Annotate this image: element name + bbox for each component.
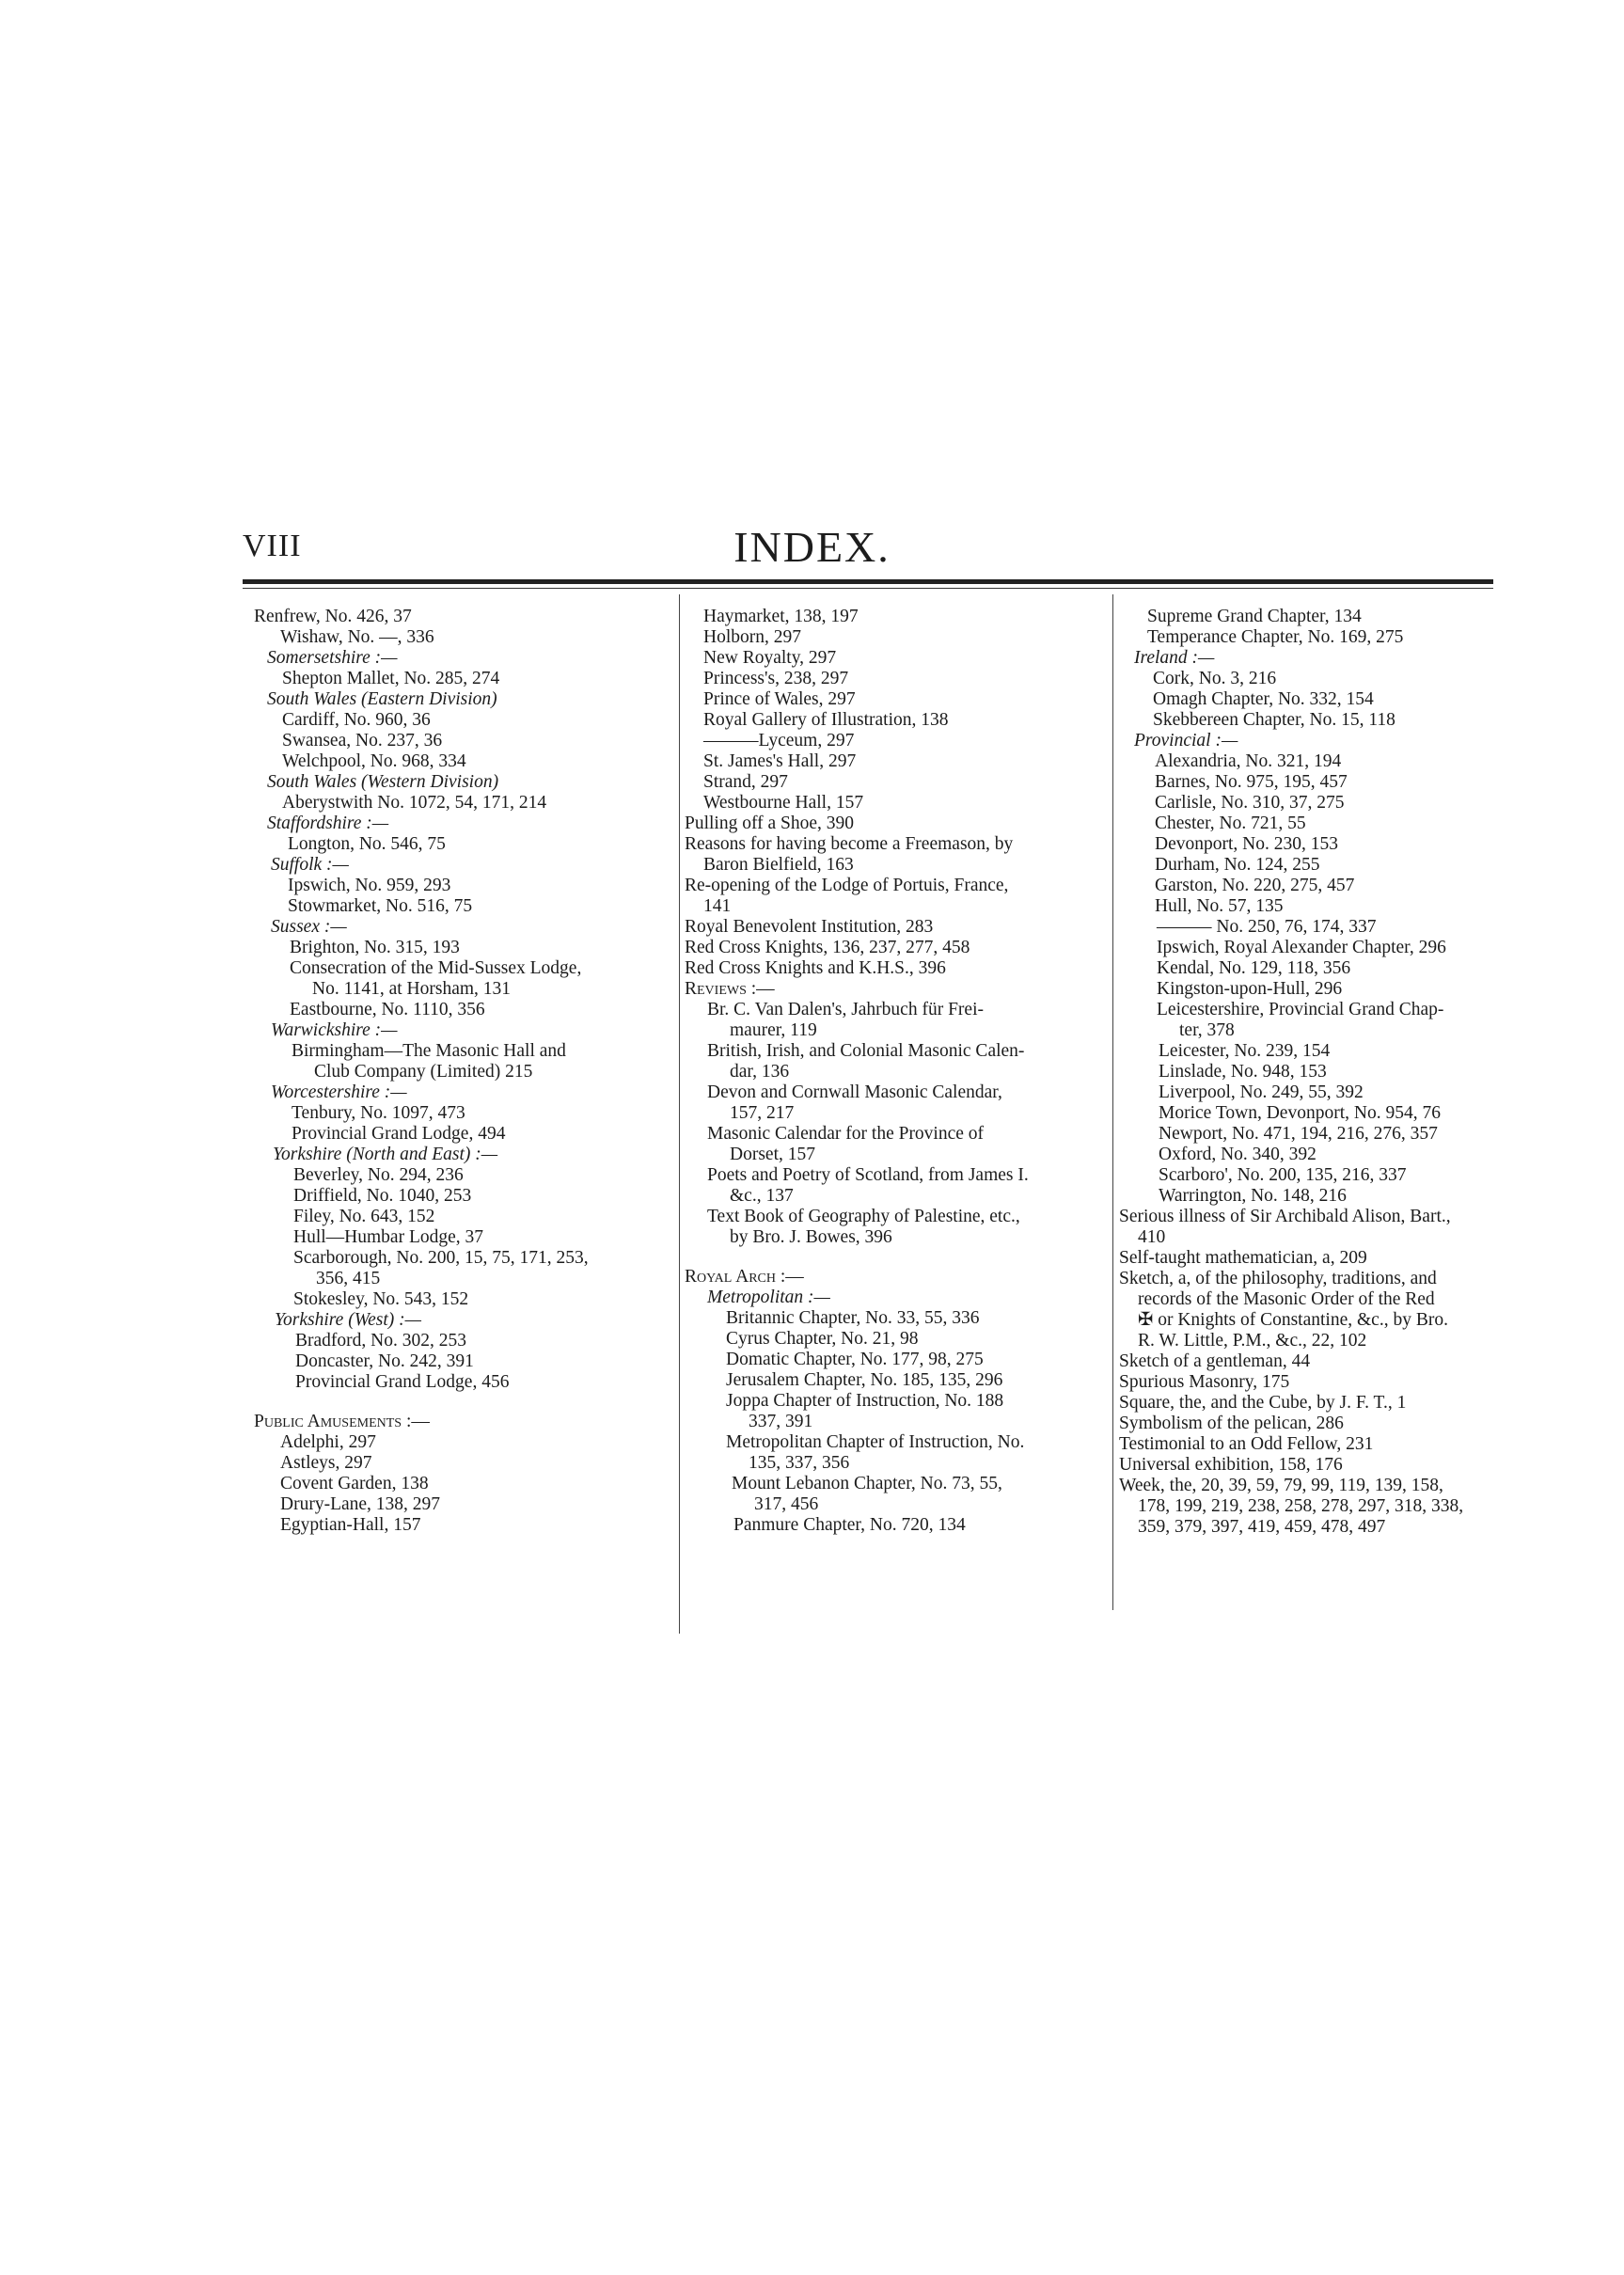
index-entry: Metropolitan Chapter of Instruction, No.	[726, 1432, 1025, 1452]
index-entry: Filey, No. 643, 152	[293, 1207, 435, 1226]
index-entry: Morice Town, Devonport, No. 954, 76	[1159, 1103, 1441, 1123]
index-entry: New Royalty, 297	[703, 648, 837, 668]
index-entry: Birmingham—The Masonic Hall and	[292, 1041, 566, 1061]
index-entry: Chester, No. 721, 55	[1155, 814, 1306, 833]
index-subheading: Sussex :—	[271, 917, 347, 937]
index-entry: Serious illness of Sir Archibald Alison, Bart.,	[1119, 1207, 1451, 1226]
index-entry: Club Company (Limited) 215	[314, 1062, 533, 1082]
index-entry: Garston, No. 220, 275, 457	[1155, 876, 1355, 895]
index-entry: Shepton Mallet, No. 285, 274	[282, 669, 500, 688]
index-entry: Devon and Cornwall Masonic Calendar,	[707, 1082, 1002, 1102]
index-entry: Durham, No. 124, 255	[1155, 855, 1320, 875]
index-entry: Prince of Wales, 297	[703, 689, 856, 709]
index-subheading: South Wales (Western Division)	[267, 772, 499, 792]
index-entry: Egyptian-Hall, 157	[280, 1515, 421, 1535]
index-entry: Temperance Chapter, No. 169, 275	[1147, 627, 1404, 647]
index-entry: Testimonial to an Odd Fellow, 231	[1119, 1434, 1374, 1454]
index-entry: Britannic Chapter, No. 33, 55, 336	[726, 1308, 980, 1328]
index-entry: 141	[703, 896, 732, 916]
index-entry: Cardiff, No. 960, 36	[282, 710, 431, 730]
index-entry: R. W. Little, P.M., &c., 22, 102	[1138, 1331, 1367, 1351]
index-entry: Renfrew, No. 426, 37	[254, 607, 412, 626]
index-entry: Eastbourne, No. 1110, 356	[290, 1000, 485, 1019]
index-entry: by Bro. J. Bowes, 396	[730, 1227, 892, 1247]
index-entry: Stokesley, No. 543, 152	[293, 1289, 469, 1309]
index-entry: Joppa Chapter of Instruction, No. 188	[726, 1391, 1004, 1411]
index-entry: Reasons for having become a Freemason, by	[685, 834, 1014, 854]
index-entry: Spurious Masonry, 175	[1119, 1372, 1290, 1392]
index-entry: Poets and Poetry of Scotland, from James I.	[707, 1165, 1029, 1185]
index-section-heading: Public Amusements :—	[254, 1412, 430, 1431]
header-rule-thin	[243, 588, 1493, 589]
index-entry: Alexandria, No. 321, 194	[1155, 751, 1342, 771]
index-entry: Mount Lebanon Chapter, No. 73, 55,	[732, 1474, 1002, 1493]
index-subheading: Ireland :—	[1134, 648, 1215, 668]
index-entry: 178, 199, 219, 238, 258, 278, 297, 318, 338,	[1138, 1496, 1464, 1516]
index-entry: Aberystwith No. 1072, 54, 171, 214	[282, 793, 547, 813]
index-entry: Tenbury, No. 1097, 473	[292, 1103, 465, 1123]
index-subheading: Yorkshire (West) :—	[275, 1310, 422, 1330]
index-entry: British, Irish, and Colonial Masonic Calen-	[707, 1041, 1025, 1061]
index-entry: 337, 391	[749, 1412, 813, 1431]
index-entry: Liverpool, No. 249, 55, 392	[1159, 1082, 1364, 1102]
index-entry: Barnes, No. 975, 195, 457	[1155, 772, 1348, 792]
index-entry: maurer, 119	[730, 1020, 817, 1040]
index-entry: Royal Benevolent Institution, 283	[685, 917, 934, 937]
index-entry: Welchpool, No. 968, 334	[282, 751, 466, 771]
index-entry: Cork, No. 3, 216	[1153, 669, 1277, 688]
index-entry: Red Cross Knights, 136, 237, 277, 458	[685, 938, 970, 957]
index-section-heading: Royal Arch :—	[685, 1267, 804, 1287]
index-entry: Driffield, No. 1040, 253	[293, 1186, 472, 1206]
index-entry: 359, 379, 397, 419, 459, 478, 497	[1138, 1517, 1386, 1537]
index-section-heading: Reviews :—	[685, 979, 775, 999]
index-entry: 157, 217	[730, 1103, 795, 1123]
index-entry: Jerusalem Chapter, No. 185, 135, 296	[726, 1370, 1003, 1390]
index-entry: Ipswich, Royal Alexander Chapter, 296	[1157, 938, 1446, 957]
index-entry: Scarborough, No. 200, 15, 75, 171, 253,	[293, 1248, 589, 1268]
index-entry: Carlisle, No. 310, 37, 275	[1155, 793, 1345, 813]
index-entry: St. James's Hall, 297	[703, 751, 857, 771]
index-entry: Symbolism of the pelican, 286	[1119, 1414, 1344, 1433]
index-entry: Drury-Lane, 138, 297	[280, 1494, 441, 1514]
index-entry: Sketch of a gentleman, 44	[1119, 1351, 1311, 1371]
index-entry: Astleys, 297	[280, 1453, 372, 1473]
index-subheading: South Wales (Eastern Division)	[267, 689, 497, 709]
index-entry: &c., 137	[730, 1186, 794, 1206]
index-subheading: Worcestershire :—	[271, 1082, 407, 1102]
index-entry: Kendal, No. 129, 118, 356	[1157, 958, 1351, 978]
index-entry: Provincial Grand Lodge, 494	[292, 1124, 506, 1144]
index-entry: Ipswich, No. 959, 293	[288, 876, 451, 895]
index-entry: Bradford, No. 302, 253	[295, 1331, 466, 1351]
index-entry: Longton, No. 546, 75	[288, 834, 446, 854]
index-entry: Provincial Grand Lodge, 456	[295, 1372, 510, 1392]
index-entry: Supreme Grand Chapter, 134	[1147, 607, 1362, 626]
index-entry: ———Lyceum, 297	[703, 731, 855, 750]
index-entry: Westbourne Hall, 157	[703, 793, 864, 813]
index-entry: Week, the, 20, 39, 59, 79, 99, 119, 139, 158,	[1119, 1476, 1443, 1495]
index-entry: ter, 378	[1179, 1020, 1235, 1040]
index-entry: Leicester, No. 239, 154	[1159, 1041, 1331, 1061]
index-entry: Kingston-upon-Hull, 296	[1157, 979, 1343, 999]
index-entry: Covent Garden, 138	[280, 1474, 429, 1493]
index-entry: Devonport, No. 230, 153	[1155, 834, 1338, 854]
index-entry: Skebbereen Chapter, No. 15, 118	[1153, 710, 1395, 730]
index-entry: Omagh Chapter, No. 332, 154	[1153, 689, 1374, 709]
index-entry: records of the Masonic Order of the Red	[1138, 1289, 1435, 1309]
index-entry: ✠ or Knights of Constantine, &c., by Bro.	[1138, 1310, 1448, 1330]
column-divider-2	[1112, 594, 1113, 1610]
index-entry: Beverley, No. 294, 236	[293, 1165, 464, 1185]
index-column-3	[1119, 607, 1463, 1538]
index-entry: No. 1141, at Horsham, 131	[312, 979, 512, 999]
index-entry: Dorset, 157	[730, 1145, 815, 1164]
column-divider-1	[679, 594, 680, 1634]
index-entry: Cyrus Chapter, No. 21, 98	[726, 1329, 919, 1349]
index-entry: Newport, No. 471, 194, 216, 276, 357	[1159, 1124, 1438, 1144]
index-entry: Leicestershire, Provincial Grand Chap-	[1157, 1000, 1444, 1019]
index-entry: Strand, 297	[703, 772, 788, 792]
index-entry: Swansea, No. 237, 36	[282, 731, 443, 750]
index-entry: Consecration of the Mid-Sussex Lodge,	[290, 958, 582, 978]
index-entry: Domatic Chapter, No. 177, 98, 275	[726, 1350, 984, 1369]
index-entry: Pulling off a Shoe, 390	[685, 814, 855, 833]
index-subheading: Staffordshire :—	[267, 814, 389, 833]
index-entry: Masonic Calendar for the Province of	[707, 1124, 985, 1144]
page-title: INDEX.	[733, 523, 891, 571]
index-entry: Royal Gallery of Illustration, 138	[703, 710, 949, 730]
header-rule-thick	[243, 579, 1493, 584]
index-entry: 135, 337, 356	[749, 1453, 850, 1473]
page-number: VIII	[243, 529, 302, 563]
index-entry: Haymarket, 138, 197	[703, 607, 859, 626]
index-entry: Doncaster, No. 242, 391	[295, 1351, 474, 1371]
index-entry: 317, 456	[754, 1494, 819, 1514]
index-entry: Brighton, No. 315, 193	[290, 938, 460, 957]
index-entry: Baron Bielfield, 163	[703, 855, 854, 875]
index-entry: Wishaw, No. —, 336	[280, 627, 434, 647]
index-subheading: Somersetshire :—	[267, 648, 398, 668]
index-entry: Sketch, a, of the philosophy, traditions, and	[1119, 1269, 1437, 1288]
index-subheading: Suffolk :—	[271, 855, 349, 875]
index-subheading: Warwickshire :—	[271, 1020, 398, 1040]
index-entry: Hull—Humbar Lodge, 37	[293, 1227, 484, 1247]
index-entry: ——— No. 250, 76, 174, 337	[1157, 917, 1377, 937]
index-entry: Square, the, and the Cube, by J. F. T., 1	[1119, 1393, 1407, 1413]
index-entry: Holborn, 297	[703, 627, 801, 647]
index-column-2	[685, 607, 1029, 1536]
index-subheading: Metropolitan :—	[707, 1288, 830, 1307]
index-entry: Princess's, 238, 297	[703, 669, 849, 688]
index-entry: Text Book of Geography of Palestine, etc.,	[707, 1207, 1020, 1226]
index-entry: 356, 415	[316, 1269, 381, 1288]
index-entry: Universal exhibition, 158, 176	[1119, 1455, 1343, 1475]
index-entry: Linslade, No. 948, 153	[1159, 1062, 1327, 1082]
index-entry: dar, 136	[730, 1062, 790, 1082]
index-entry: Adelphi, 297	[280, 1432, 376, 1452]
index-entry: Stowmarket, No. 516, 75	[288, 896, 473, 916]
index-column-1	[254, 607, 589, 1536]
index-entry: Hull, No. 57, 135	[1155, 896, 1284, 916]
index-entry: Br. C. Van Dalen's, Jahrbuch für Frei-	[707, 1000, 984, 1019]
index-entry: Red Cross Knights and K.H.S., 396	[685, 958, 946, 978]
index-entry: Warrington, No. 148, 216	[1159, 1186, 1347, 1206]
index-subheading: Provincial :—	[1134, 731, 1238, 750]
index-subheading: Yorkshire (North and East) :—	[273, 1145, 498, 1164]
index-entry: 410	[1138, 1227, 1166, 1247]
index-entry: Re-opening of the Lodge of Portuis, France,	[685, 876, 1009, 895]
index-entry: Self-taught mathematician, a, 209	[1119, 1248, 1367, 1268]
index-entry: Scarboro', No. 200, 135, 216, 337	[1159, 1165, 1407, 1185]
index-entry: Panmure Chapter, No. 720, 134	[733, 1515, 966, 1535]
index-entry: Oxford, No. 340, 392	[1159, 1145, 1317, 1164]
